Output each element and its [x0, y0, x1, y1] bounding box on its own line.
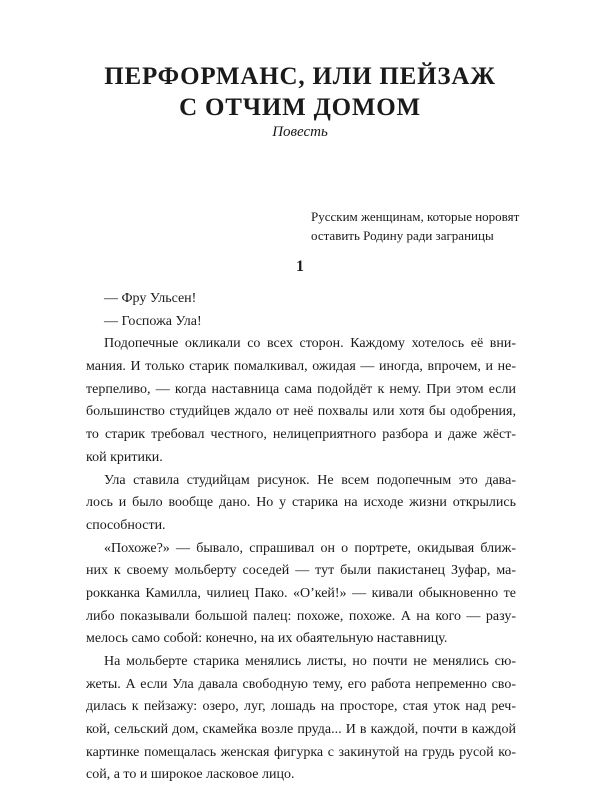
- text-line: картинке помещалась женская фигурка с закинутой на грудь русой ко-: [86, 744, 516, 760]
- epigraph: [311, 207, 571, 245]
- text-line: На мольберте старика менялись листы, но почти не менялись сю-: [104, 654, 516, 669]
- subtitle: Повесть: [272, 124, 328, 140]
- text-line: способности.: [86, 517, 166, 533]
- text-line: лось и было вообще дано. Но у старика на исходе жизни открылись: [86, 495, 516, 511]
- text-line: жеты. А если Ула давала свободную тему, его работа непременно сво-: [86, 676, 516, 692]
- text-line: «Похоже?» — бывало, спрашивал он о портрете, окидывая ближ-: [104, 540, 516, 556]
- epigraph-line: оставить Родину ради заграницы: [311, 228, 494, 243]
- text-line: кой, сельский дом, скамейка возле пруда... И в каждой, почти в каждой: [86, 722, 516, 738]
- text-line: Подопечные окликали со всех сторон. Каждому хотелось её вни-: [104, 336, 516, 352]
- text-line: мания. И только старик помалкивал, ожидая — иногда, впрочем, и не-: [86, 359, 516, 375]
- text-line: терпеливо, — когда наставница сама подойдёт к нему. При этом если: [86, 381, 516, 397]
- text-line: — Фру Ульсен!: [104, 291, 197, 306]
- title-line-1: ПЕРФОРМАНС, ИЛИ ПЕЙЗАЖ: [104, 63, 496, 90]
- text-line: них к своему мольберту соседей — тут были пакистанец Зуфар, ма-: [86, 563, 516, 579]
- text-line: дилась к пейзажу: озеро, луг, лошадь на просторе, стая уток над реч-: [86, 699, 516, 715]
- text-line: мелось само собой: конечно, на их обаятельную наставницу.: [86, 631, 448, 647]
- chapter-number: 1: [296, 258, 304, 275]
- text-line: кой критики.: [86, 449, 163, 465]
- epigraph-line: Русским женщинам, которые норовят: [311, 209, 520, 224]
- body-text: [86, 288, 516, 787]
- text-line: сой, а то и широкое ласковое лицо.: [86, 767, 295, 783]
- text-line: либо показывали большой палец: похоже, похоже. А на кого — разу-: [86, 608, 516, 624]
- text-line: рокканка Камилла, чилиец Пако. «О’кей!» — кивали обыкновенно те: [86, 585, 516, 601]
- text-line: Ула ставила студийцам рисунок. Не всем подопечным это дава-: [104, 472, 516, 488]
- title-line-2: С ОТЧИМ ДОМОМ: [179, 94, 421, 121]
- text-line: большинство студийцев ждало от неё похвалы или хотя бы одобрения,: [86, 404, 516, 420]
- text-line: — Госпожа Ула!: [104, 313, 202, 329]
- text-line: то старик требовал честного, нелицеприятного разбора и даже жёст-: [86, 427, 516, 443]
